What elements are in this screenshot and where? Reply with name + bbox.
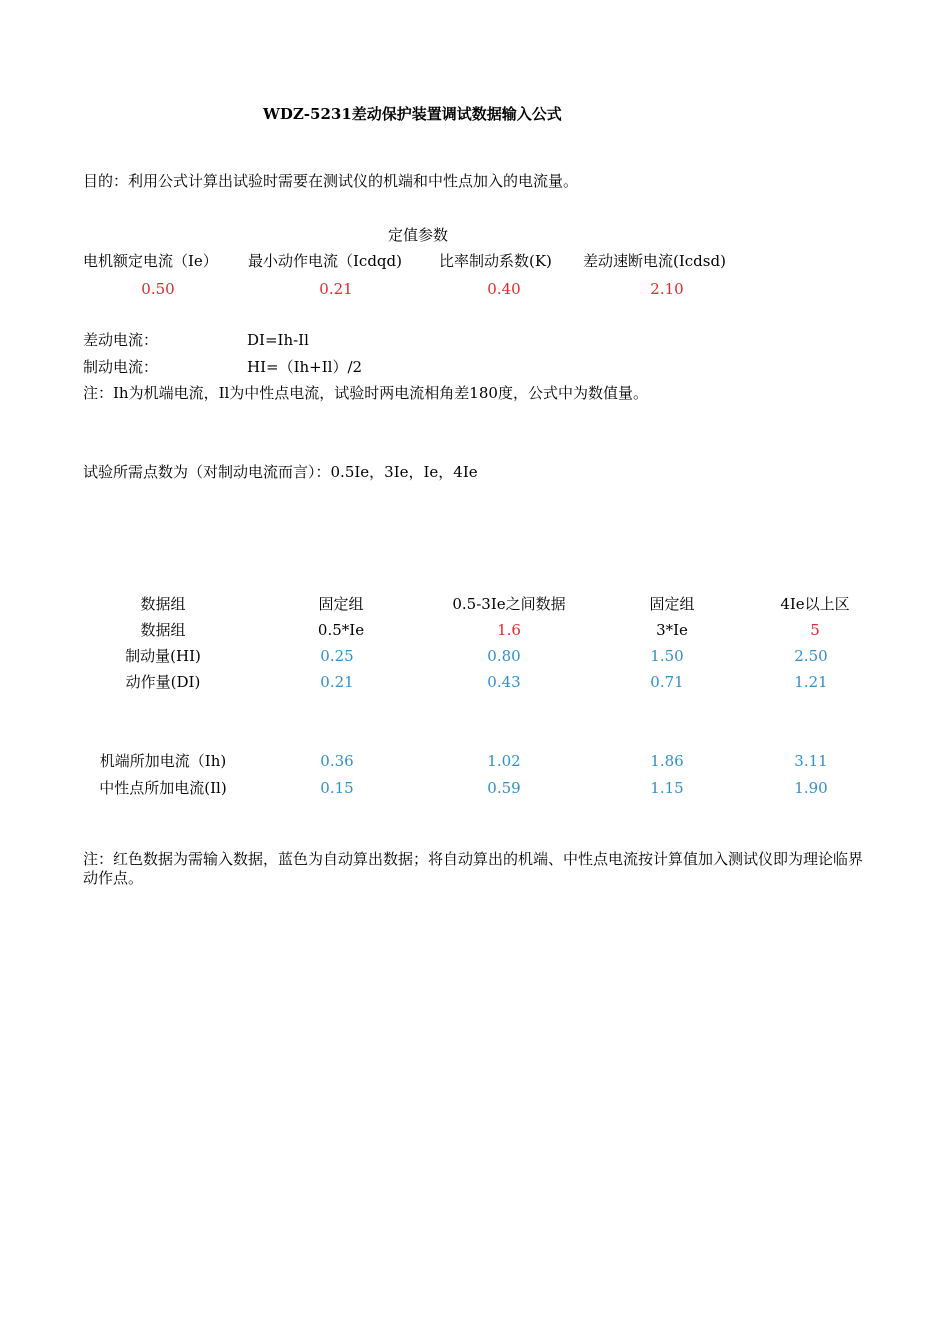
setting-value-k[interactable]: 0.40 [487, 280, 521, 298]
group-header-col-2: 0.5-3Ie之间数据 [452, 595, 566, 613]
il-row-value-2: 0.59 [487, 779, 521, 797]
group-row-col-3: 3*Ie [656, 621, 688, 639]
setting-label-icdsd: 差动速断电流(Icdsd) [583, 252, 726, 270]
act-row-value-4: 1.21 [794, 673, 828, 691]
brake-row-value-1: 0.25 [320, 647, 354, 665]
brake-row-label: 制动量(HI) [125, 647, 201, 665]
act-row-value-1: 0.21 [320, 673, 354, 691]
il-row-value-3: 1.15 [650, 779, 684, 797]
brake-row-value-4: 2.50 [794, 647, 828, 665]
formula-note: 注：Ih为机端电流，Il为中性点电流，试验时两电流相角差180度，公式中为数值量。 [83, 384, 648, 402]
il-row-label: 中性点所加电流(Il) [99, 779, 227, 797]
group-row-col-1: 0.5*Ie [317, 621, 365, 639]
footer-note: 注：红色数据为需输入数据，蓝色为自动算出数据；将自动算出的机端、中性点电流按计算值加入测试仪即为理论临界动作点。 [83, 850, 864, 887]
ih-row-value-4: 3.11 [794, 752, 828, 770]
diff-current-formula: DI=Ih-Il [247, 331, 309, 349]
ih-row-label: 机端所加电流（Ih) [99, 752, 227, 770]
group-row-label: 数据组 [140, 621, 186, 639]
diff-current-label: 差动电流： [83, 331, 159, 349]
setting-value-ie[interactable]: 0.50 [141, 280, 175, 298]
setting-label-k: 比率制动系数(K) [439, 252, 552, 270]
setting-label-ie: 电机额定电流（Ie） [83, 252, 218, 270]
act-row-value-2: 0.43 [487, 673, 521, 691]
il-row-value-1: 0.15 [320, 779, 354, 797]
act-row-label: 动作量(DI) [125, 673, 201, 691]
page-title: WDZ-5231差动保护装置调试数据输入公式 [263, 105, 562, 123]
purpose-text: 目的：利用公式计算出试验时需要在测试仪的机端和中性点加入的电流量。 [83, 172, 579, 190]
group-row-input-value-2[interactable]: 5 [810, 621, 820, 639]
group-header-col-1: 固定组 [318, 595, 364, 613]
brake-row-value-3: 1.50 [650, 647, 684, 665]
ih-row-value-1: 0.36 [320, 752, 354, 770]
act-row-value-3: 0.71 [650, 673, 684, 691]
settings-heading: 定值参数 [388, 226, 449, 244]
il-row-value-4: 1.90 [794, 779, 828, 797]
brake-row-value-2: 0.80 [487, 647, 521, 665]
group-header-label: 数据组 [140, 595, 186, 613]
ih-row-value-2: 1.02 [487, 752, 521, 770]
test-points-text: 试验所需点数为（对制动电流而言）：0.5Ie，3Ie，Ie，4Ie [83, 463, 478, 481]
group-header-col-3: 固定组 [649, 595, 695, 613]
setting-value-icdqd[interactable]: 0.21 [319, 280, 353, 298]
setting-value-icdsd[interactable]: 2.10 [650, 280, 684, 298]
brake-current-label: 制动电流： [83, 358, 159, 376]
group-row-input-value[interactable]: 1.6 [497, 621, 521, 639]
brake-current-formula: HI=（Ih+Il）/2 [247, 358, 363, 376]
setting-label-icdqd: 最小动作电流（Icdqd) [248, 252, 402, 270]
group-header-col-4: 4Ie以上区 [780, 595, 850, 613]
ih-row-value-3: 1.86 [650, 752, 684, 770]
